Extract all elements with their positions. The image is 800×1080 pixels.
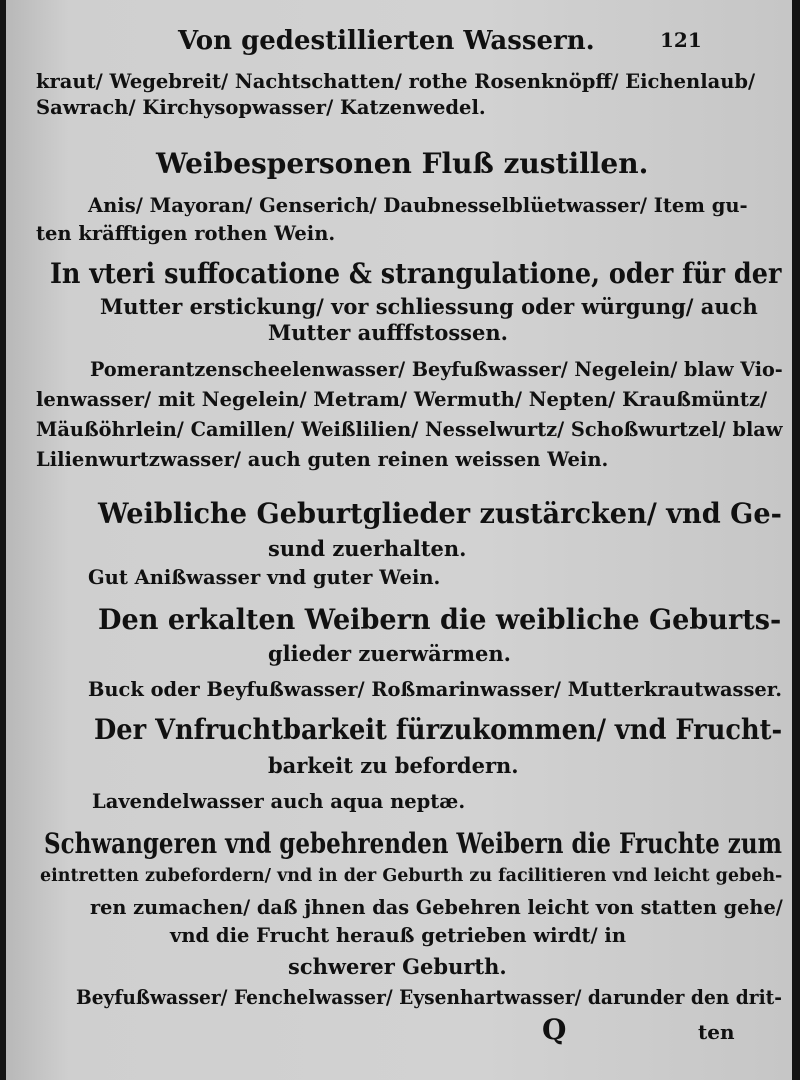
text-line: vnd die Frucht herauß getrieben wirdt/ in: [170, 924, 626, 947]
section-subheading: barkeit zu befordern.: [268, 753, 519, 778]
book-page: [6, 0, 792, 1080]
text-line: Mäußöhrlein/ Camillen/ Weißlilien/ Nesselwurtz/ Schoßwurtzel/ blaw: [36, 418, 783, 441]
text-line: Buck oder Beyfußwasser/ Roßmarinwasser/ Mutterkrautwasser.: [88, 678, 782, 701]
text-line: Gut Anißwasser vnd guter Wein.: [88, 566, 441, 589]
running-head: Von gedestillierten Wassern.: [178, 26, 595, 56]
section-heading: Schwangeren vnd gebehrenden Weibern die Fruchte zum: [44, 827, 782, 860]
text-line: Lavendelwasser auch aqua neptæ.: [92, 790, 466, 813]
text-line: Lilienwurtzwasser/ auch guten reinen weissen Wein.: [36, 448, 609, 471]
catchword: ten: [698, 1020, 735, 1044]
section-heading: Weibespersonen Fluß zustillen.: [156, 147, 649, 180]
text-line: eintretten zubefordern/ vnd in der Geburth zu facilitieren vnd leicht gebeh-: [40, 866, 783, 886]
text-line: kraut/ Wegebreit/ Nachtschatten/ rothe Rosenknöpff/ Eichenlaub/: [36, 70, 756, 93]
section-subheading: sund zuerhalten.: [268, 536, 467, 561]
text-line: lenwasser/ mit Negelein/ Metram/ Wermuth/ Nepten/ Kraußmüntz/: [36, 388, 768, 411]
section-subheading: Mutter erstickung/ vor schliessung oder würgung/ auch: [100, 294, 758, 319]
text-line: ten kräfftigen rothen Wein.: [36, 222, 336, 245]
page-number: 121: [660, 28, 702, 52]
text-line: Beyfußwasser/ Fenchelwasser/ Eysenhartwasser/ darunder den drit-: [76, 986, 782, 1009]
section-heading: In vteri suffocatione & strangulatione, oder für der: [50, 257, 782, 290]
text-line: Anis/ Mayoran/ Genserich/ Daubnesselblüetwasser/ Item gu-: [88, 194, 748, 217]
signature-mark: Q: [542, 1013, 567, 1046]
section-heading: Den erkalten Weibern die weibliche Geburts-: [98, 603, 782, 636]
section-subheading: Mutter aufffstossen.: [268, 320, 508, 345]
text-line: Sawrach/ Kirchysopwasser/ Katzenwedel.: [36, 96, 486, 119]
section-heading: Weibliche Geburtglieder zustärcken/ vnd Ge-: [98, 497, 782, 530]
text-line: ren zumachen/ daß jhnen das Gebehren leicht von statten gehe/: [90, 896, 783, 919]
section-subheading: glieder zuerwärmen.: [268, 641, 511, 666]
text-line: Pomerantzenscheelenwasser/ Beyfußwasser/ Negelein/ blaw Vio-: [90, 358, 783, 381]
section-heading: Der Vnfruchtbarkeit fürzukommen/ vnd Frucht-: [94, 713, 783, 746]
section-subheading: schwerer Geburth.: [288, 954, 507, 979]
